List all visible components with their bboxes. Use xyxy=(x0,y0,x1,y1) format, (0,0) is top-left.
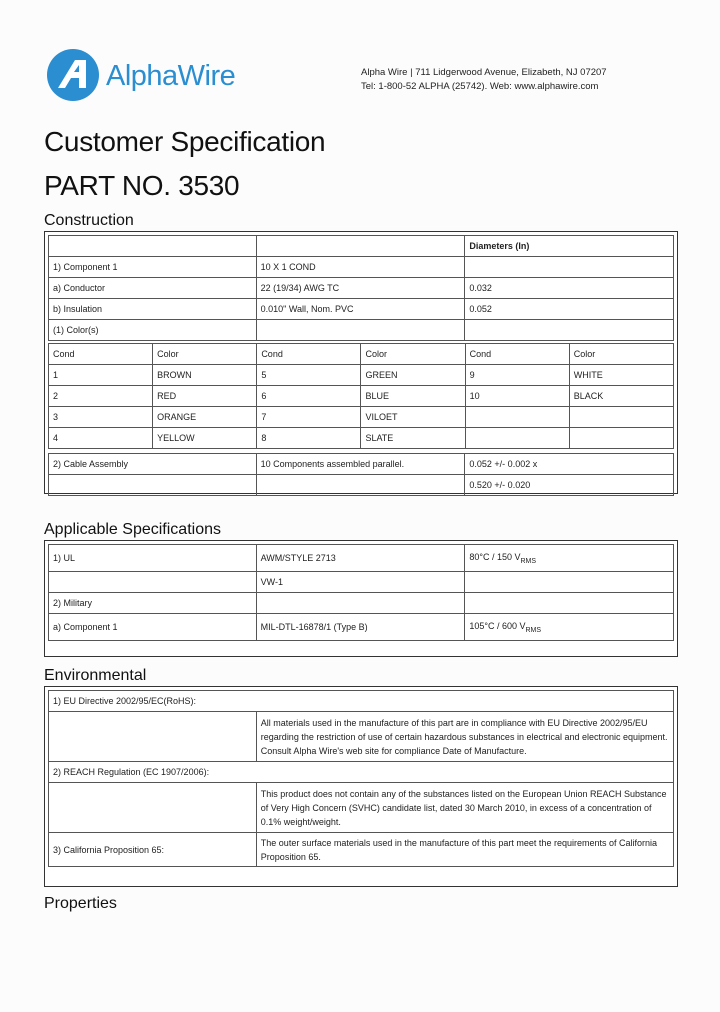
color-row: 4 YELLOW 8 SLATE xyxy=(49,428,674,449)
construction-heading: Construction xyxy=(44,212,134,229)
properties-heading: Properties xyxy=(44,895,117,912)
construction-box xyxy=(44,231,678,494)
part-number: PART NO. 3530 xyxy=(44,170,240,201)
table-row: (1) Color(s) xyxy=(49,320,674,341)
table-row: VW-1 xyxy=(49,572,674,593)
table-row: 2) REACH Regulation (EC 1907/2006): xyxy=(49,762,674,783)
table-row xyxy=(49,236,674,257)
applicable-specs-box xyxy=(44,540,678,657)
contact-address: Alpha Wire | 711 Lidgerwood Avenue, Elizabeth, NJ 07207 xyxy=(361,67,607,78)
environmental-table xyxy=(48,690,674,867)
logo-text: AlphaWire xyxy=(106,60,236,92)
color-row: 3 ORANGE 7 VILOET xyxy=(49,407,674,428)
table-row: b) Insulation 0.010" Wall, Nom. PVC 0.052 xyxy=(49,299,674,320)
contact-info xyxy=(361,66,607,94)
table-row: 1) UL AWM/STYLE 2713 80°C / 150 $V_{RMS}$ xyxy=(49,545,674,572)
environmental-heading: Environmental xyxy=(44,667,147,684)
mil-rating: 105°C / 600 V xyxy=(469,620,526,631)
ul-rating: 80°C / 150 V xyxy=(469,551,521,562)
color-row: 1 BROWN 5 GREEN 9 WHITE xyxy=(49,365,674,386)
table-row: All materials used in the manufacture of this part are in compliance with EU Directive 2002/95/EU regarding the restriction of use of certain hazardous substances in electrical and electronic equipment. Consult Alpha Wire's web site for compliance Date of Manufacture. xyxy=(49,712,674,762)
table-row: 2) Military xyxy=(49,593,674,614)
color-header-row: Cond Color Cond Color Cond Color xyxy=(49,344,674,365)
page-title: Customer Specification xyxy=(44,126,326,157)
contact-phone-web: Tel: 1-800-52 ALPHA (25742). Web: www.alphawire.com xyxy=(361,81,599,92)
construction-table xyxy=(48,235,674,341)
table-row: This product does not contain any of the substances listed on the European Union REACH Substance of Very High Concern (SVHC) candidate list, dated 30 March 2010, in excess of a concentration of 0.1% weight/weight. xyxy=(49,783,674,833)
table-row: a) Component 1 MIL-DTL-16878/1 (Type B) 105°C / 600 $V_{RMS}$ xyxy=(49,614,674,641)
applicable-specs-table xyxy=(48,544,674,641)
cable-assembly-table xyxy=(48,453,674,496)
diameters-header: Diameters (In) xyxy=(465,236,674,257)
table-row: 1) EU Directive 2002/95/EC(RoHS): xyxy=(49,691,674,712)
alphawire-logo xyxy=(46,48,256,102)
table-row: 1) Component 1 10 X 1 COND xyxy=(49,257,674,278)
environmental-box xyxy=(44,686,678,887)
alphawire-logo-icon xyxy=(46,48,100,102)
table-row: 3) California Proposition 65: The outer surface materials used in the manufacture of this part meet the requirements of California Proposition 65. xyxy=(49,833,674,867)
table-row: 0.520 +/- 0.020 xyxy=(49,475,674,496)
color-row: 2 RED 6 BLUE 10 BLACK xyxy=(49,386,674,407)
applicable-specs-heading: Applicable Specifications xyxy=(44,521,221,538)
table-row: 2) Cable Assembly 10 Components assembled parallel. 0.052 +/- 0.002 x xyxy=(49,454,674,475)
color-table xyxy=(48,343,674,449)
table-row: a) Conductor 22 (19/34) AWG TC 0.032 xyxy=(49,278,674,299)
